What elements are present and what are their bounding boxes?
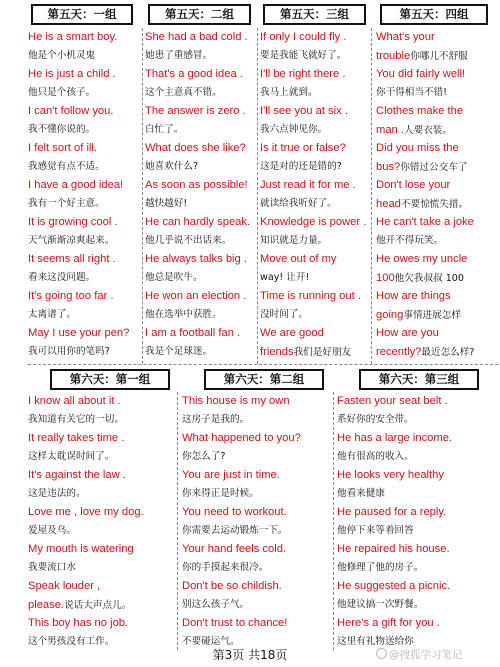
divider xyxy=(257,28,258,364)
phrase-line xyxy=(376,343,498,362)
english-phrase: Don't trust to chance! xyxy=(182,617,288,629)
chinese-translation-part: 你错过公交车了 xyxy=(400,161,468,173)
chinese-translation-part: 事情进展怎样 xyxy=(403,309,461,321)
chinese-translation: 我可以用你的笔吗? xyxy=(28,345,110,357)
english-phrase: He is a smart boy. xyxy=(28,31,118,43)
chinese-translation: 他总是吹牛。 xyxy=(145,271,203,283)
chinese-translation-part: 说话大声点儿。 xyxy=(64,599,132,611)
english-phrase: You did fairly well! xyxy=(376,68,466,80)
chinese-translation: 他是个小机灵鬼 xyxy=(28,49,96,61)
english-phrase: The answer is zero . xyxy=(145,105,246,117)
day6-group1-lines xyxy=(28,392,178,651)
english-phrase: That's a good idea . xyxy=(145,68,243,80)
chinese-translation-part: 不要惊慌失措。 xyxy=(400,198,469,210)
chinese-translation: 我六点钟见你。 xyxy=(260,123,328,135)
chinese-translation: 他在选举中获胜。 xyxy=(145,308,222,320)
english-phrase: What's your xyxy=(376,31,435,43)
chinese-translation: 天气渐渐凉爽起来。 xyxy=(28,234,115,246)
day6-group2-lines xyxy=(182,392,334,651)
chinese-translation: 这个男孩没有工作。 xyxy=(28,635,115,647)
day5-group1-lines xyxy=(28,28,146,361)
chinese-translation: 这是对的还是错的? xyxy=(260,160,342,172)
chinese-translation: 我不懂你说的。 xyxy=(28,123,96,135)
chinese-translation: way! 让开! xyxy=(260,271,310,283)
chinese-translation: 他修理了他的房子。 xyxy=(337,561,424,573)
phrase-line xyxy=(28,596,178,615)
english-phrase: He can hardly speak. xyxy=(145,216,251,228)
english-phrase: Here's a gift for you . xyxy=(337,617,440,629)
day6-group1-header: 第六天：第一组 xyxy=(50,369,170,390)
phrase-line xyxy=(376,158,498,177)
day5-group3-header: 第五天：三组 xyxy=(263,4,366,25)
english-phrase: Don't be so childish. xyxy=(182,580,282,592)
english-phrase: This house is my own xyxy=(182,395,290,407)
day5-group3-lines xyxy=(260,28,372,361)
chinese-translation: 他几乎说不出话来。 xyxy=(145,234,232,246)
chinese-translation: 不要碰运气。 xyxy=(182,635,240,647)
english-phrase-part: man . xyxy=(376,123,404,136)
english-phrase: He won an election . xyxy=(145,290,247,302)
english-phrase: As soon as possible! xyxy=(145,179,248,191)
day6-group2-header: 第六天：第二组 xyxy=(204,369,324,390)
chinese-translation-part: 最近怎么样? xyxy=(421,346,475,358)
day6-group3-lines xyxy=(337,392,497,651)
english-phrase: My mouth is watering xyxy=(28,543,134,555)
chinese-translation: 系好你的安全带。 xyxy=(337,413,414,425)
english-phrase: How are you xyxy=(376,327,439,339)
chinese-translation: 他看来健康 xyxy=(337,487,385,499)
english-phrase-part: recently? xyxy=(376,345,422,358)
phrase-line xyxy=(260,343,372,362)
english-phrase: Knowledge is power . xyxy=(260,216,367,228)
english-phrase: I am a football fan . xyxy=(145,327,241,339)
chinese-translation: 这里有礼物送给你 xyxy=(337,635,414,647)
chinese-translation: 就读给我听好了。 xyxy=(260,197,337,209)
phrase-line xyxy=(376,195,498,214)
english-phrase: Speak louder , xyxy=(28,580,101,592)
english-phrase: Just read it for me . xyxy=(260,179,356,191)
chinese-translation: 他有很高的收入。 xyxy=(337,450,414,462)
english-phrase-part: 100 xyxy=(376,271,395,284)
chinese-translation: 越快越好! xyxy=(145,197,188,209)
english-phrase: He always talks big . xyxy=(145,253,247,265)
english-phrase: What happened to you? xyxy=(182,432,301,444)
english-phrase: How are things xyxy=(376,290,451,302)
watermark-text: @搜狐学习笔记 xyxy=(389,649,463,661)
english-phrase: She had a bad cold . xyxy=(145,31,248,43)
chinese-translation: 我马上就到。 xyxy=(260,86,318,98)
english-phrase-part: head xyxy=(376,197,401,210)
chinese-translation: 你需要去运动锻炼一下。 xyxy=(182,524,288,536)
english-phrase: I have a good idea! xyxy=(28,179,124,191)
english-phrase: He is just a child . xyxy=(28,68,116,80)
day5-group4-lines xyxy=(376,28,498,361)
english-phrase: It's going too far . xyxy=(28,290,114,302)
divider xyxy=(333,392,334,650)
day5-group1-header: 第五天：一组 xyxy=(31,4,133,25)
english-phrase: He paused for a reply. xyxy=(337,506,447,518)
english-phrase: I know all about it . xyxy=(28,395,121,407)
english-phrase: He suggested a picnic. xyxy=(337,580,451,592)
english-phrase: It really takes time . xyxy=(28,432,125,444)
english-phrase-part: going xyxy=(376,308,404,321)
english-phrase: I'll be right there . xyxy=(260,68,346,80)
english-phrase: Time is running out . xyxy=(260,290,361,302)
chinese-translation: 要是我能飞就好了。 xyxy=(260,49,347,61)
chinese-translation: 我有一个好主意。 xyxy=(28,197,105,209)
chinese-translation: 这房子是我的。 xyxy=(182,413,250,425)
english-phrase: If only I could fly . xyxy=(260,31,347,43)
english-phrase: Don't lose your xyxy=(376,179,451,191)
english-phrase: I can't follow you. xyxy=(28,105,114,117)
english-phrase: May I use your pen? xyxy=(28,327,130,339)
english-phrase: You are just in time. xyxy=(182,469,280,481)
english-phrase: He looks very healthy xyxy=(337,469,444,481)
day5-group4-header: 第五天：四组 xyxy=(380,4,488,25)
chinese-translation: 这样太耽误时间了。 xyxy=(28,450,115,462)
english-phrase-part: bus? xyxy=(376,160,401,173)
phrase-line xyxy=(376,47,498,66)
english-phrase-part: friends xyxy=(260,345,294,358)
english-phrase: He can't take a joke xyxy=(376,216,474,228)
english-phrase: What does she like? xyxy=(145,142,246,154)
watermark xyxy=(376,647,463,662)
english-phrase: It seems all right . xyxy=(28,253,116,265)
english-phrase: I felt sort of ill. xyxy=(28,142,98,154)
chinese-translation: 你来得正是时候。 xyxy=(182,487,259,499)
page-footer: 第3页 共18页 xyxy=(212,648,288,662)
chinese-translation: 没时间了。 xyxy=(260,308,308,320)
chinese-translation: 白忙了。 xyxy=(145,123,184,135)
english-phrase: Your hand feels cold. xyxy=(182,543,287,555)
chinese-translation: 我知道有关它的一切。 xyxy=(28,413,124,425)
chinese-translation: 这是违法的。 xyxy=(28,487,86,499)
day5-group2-lines xyxy=(145,28,260,361)
chinese-translation: 你的手摸起来很冷。 xyxy=(182,561,269,573)
english-phrase: Is it true or false? xyxy=(260,142,346,154)
english-phrase: He has a large income. xyxy=(337,432,453,444)
english-phrase: We are good xyxy=(260,327,324,339)
chinese-translation: 我感觉有点不适。 xyxy=(28,160,105,172)
english-phrase: You need to workout. xyxy=(182,506,287,518)
chinese-translation-part: 你哪儿不舒服 xyxy=(410,50,468,62)
english-phrase: He repaired his house. xyxy=(337,543,450,555)
divider xyxy=(177,392,178,650)
chinese-translation-part: 人要衣装。 xyxy=(403,124,452,136)
english-phrase: This boy has no job. xyxy=(28,617,129,629)
phrase-line xyxy=(376,306,498,325)
english-phrase: Did you miss the xyxy=(376,142,459,154)
day6-section xyxy=(0,364,500,654)
chinese-translation: 她患了重感冒。 xyxy=(145,49,213,61)
english-phrase: Move out of my xyxy=(260,253,337,265)
english-phrase: He owes my uncle xyxy=(376,253,468,265)
chinese-translation: 你干得相当不错! xyxy=(376,86,448,98)
chinese-translation: 知识就是力量。 xyxy=(260,234,328,246)
chinese-translation-part: 他欠我叔叔 100 xyxy=(394,272,465,284)
english-phrase: Fasten your seat belt . xyxy=(337,395,448,407)
chinese-translation: 别这么孩子气。 xyxy=(182,598,250,610)
chinese-translation: 爱屋及乌。 xyxy=(28,524,76,536)
english-phrase: It's against the law . xyxy=(28,469,126,481)
day5-group2-header: 第五天：二组 xyxy=(148,4,251,25)
chinese-translation: 他开不得玩笑。 xyxy=(376,234,444,246)
chinese-translation: 他建议搞一次野餐。 xyxy=(337,598,424,610)
chinese-translation: 我要流口水 xyxy=(28,561,76,573)
english-phrase: I'll see you at six . xyxy=(260,105,348,117)
chinese-translation: 我是个足球迷。 xyxy=(145,345,213,357)
chinese-translation: 看来这没问题。 xyxy=(28,271,96,283)
phrase-line xyxy=(376,121,498,140)
day6-group3-header: 第六天：第三组 xyxy=(359,369,479,390)
chinese-translation: 你怎么了? xyxy=(182,450,226,462)
watermark-icon xyxy=(376,648,387,659)
chinese-translation: 她喜欢什么? xyxy=(145,160,199,172)
phrase-line xyxy=(376,269,498,288)
english-phrase: Clothes make the xyxy=(376,105,464,117)
chinese-translation: 他停下来等着回答 xyxy=(337,524,414,536)
english-phrase-part: please. xyxy=(28,598,65,611)
chinese-translation-part: 我们是好朋友 xyxy=(293,346,352,358)
chinese-translation: 他只是个孩子。 xyxy=(28,86,96,98)
chinese-translation: 太离谱了。 xyxy=(28,308,76,320)
chinese-translation: 这个主意真不错。 xyxy=(145,86,222,98)
divider xyxy=(371,28,372,364)
english-phrase: It is growing cool . xyxy=(28,216,118,228)
english-phrase: Love me , love my dog. xyxy=(28,506,144,518)
divider xyxy=(142,28,143,364)
english-phrase-part: trouble xyxy=(376,49,411,62)
